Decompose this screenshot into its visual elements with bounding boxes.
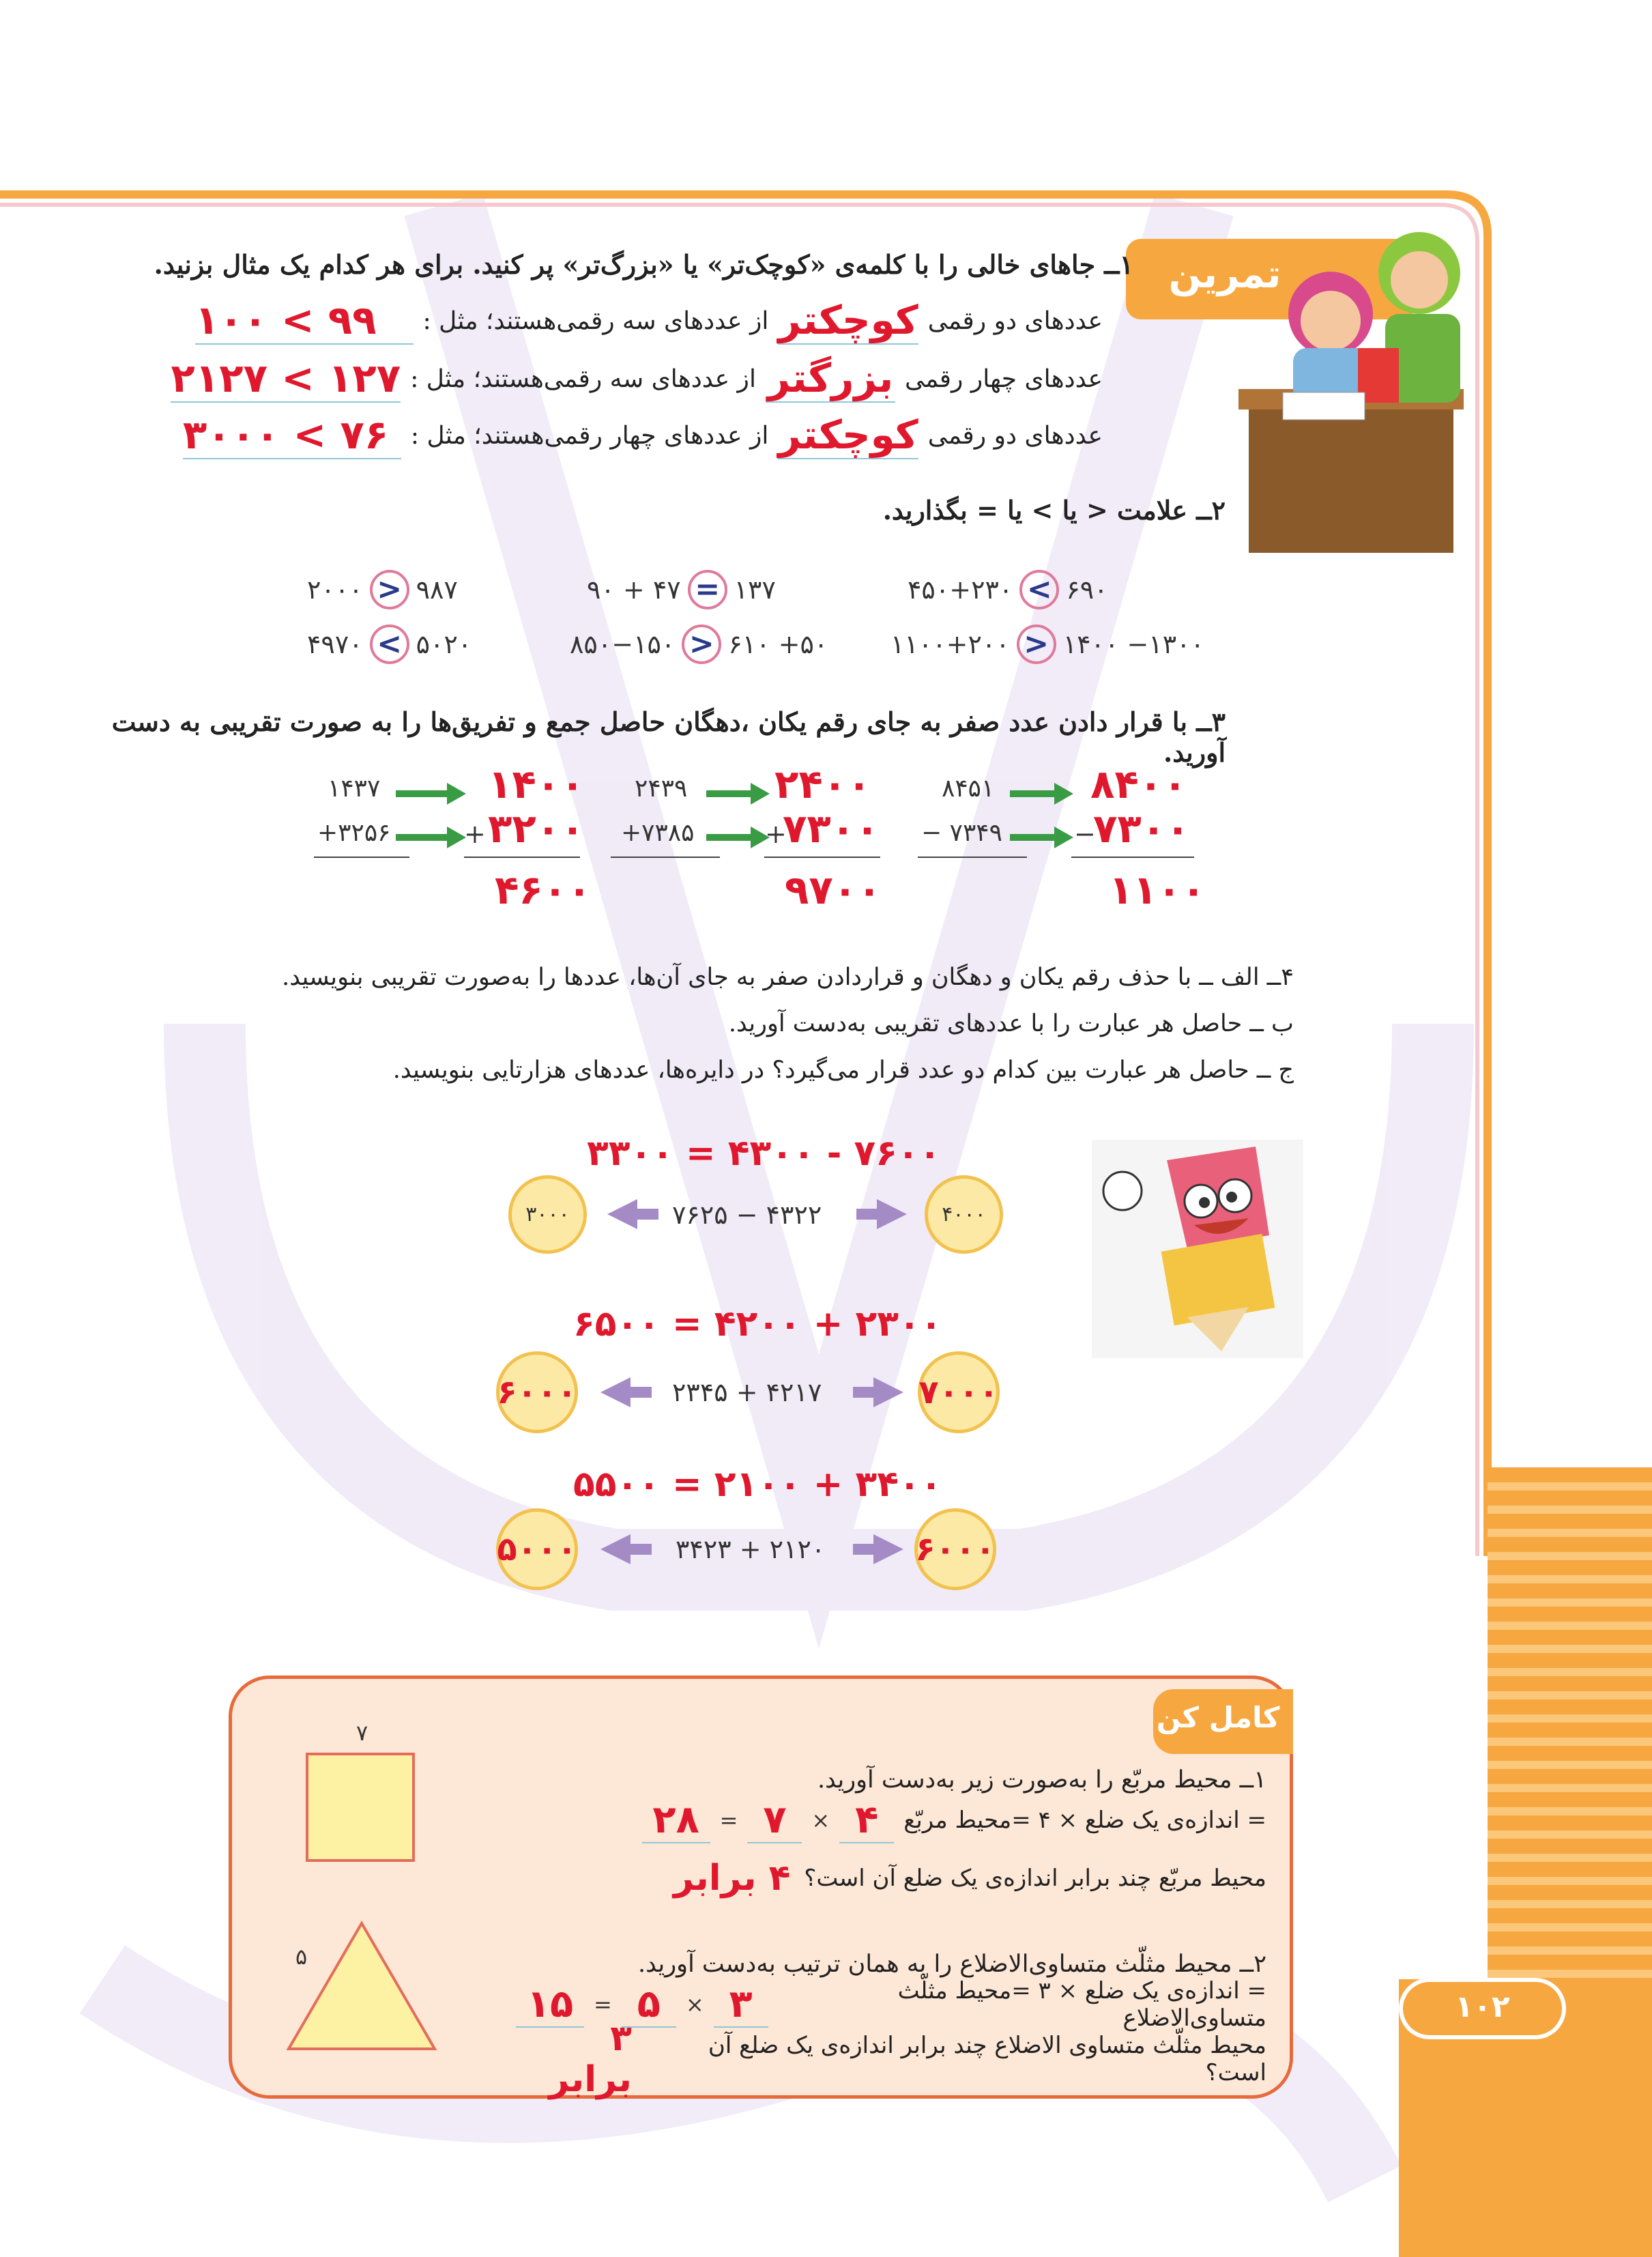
ex2-right: ۱۳۷ <box>734 575 776 605</box>
sum-line <box>314 857 409 858</box>
ex1-example[interactable]: ۳۰۰۰ < ۷۶ <box>183 412 401 459</box>
arrow-right-icon <box>873 1377 903 1407</box>
square-shape <box>306 1753 415 1862</box>
ex3-top-rounded[interactable]: ۲۴۰۰ <box>774 761 871 807</box>
ex1-answer-blank[interactable]: بزرگتر <box>766 355 895 403</box>
ex4-expression: ۳۴۲۳ + ۲۱۲۰ <box>676 1534 826 1564</box>
circle-value: ۵۰۰۰ <box>497 1530 577 1568</box>
exercise-title: تمرین <box>1168 253 1281 297</box>
ex3-prompt: ۳ــ با قرار دادن عدد صفر به جای رقم یکان ،دهگان حاصل جمع و تفریق‌ها را به صورت تقریبی به دست آورید. <box>111 706 1226 768</box>
arrow-shaft <box>635 1209 658 1220</box>
ex4-line-b: ب ــ حاصل هر عبارت را با عددهای تقریبی به‌دست آورید. <box>728 1010 1294 1037</box>
ex3-bottom: +۷۳۸۵ <box>621 819 695 847</box>
complete-q1-answer-a[interactable]: ۴ <box>839 1798 894 1843</box>
pencil-mascot-illustration <box>1092 1140 1303 1358</box>
complete-q2-prompt: ۲ــ محیط مثلّث متساوی‌الاضلاع را به همان ترتیب به‌دست آورید. <box>638 1951 1266 1978</box>
ex2-right: ۵۰۲۰ <box>416 629 472 659</box>
complete-q1-formula: = اندازه‌ی یک ضلع × ۴ =محیط مربّع <box>903 1807 1266 1834</box>
ex4-work[interactable]: ۳۴۰۰ + ۲۱۰۰ = ۵۵۰۰ <box>573 1464 942 1505</box>
green-arrow-head <box>751 783 770 805</box>
ex3-problem <box>908 761 1208 918</box>
ex1-row-1 <box>134 293 1103 348</box>
students-illustration <box>1228 225 1488 553</box>
complete-q1-question-line <box>584 1851 1266 1906</box>
sum-line <box>764 857 880 858</box>
ex2-sign[interactable]: < <box>370 624 409 664</box>
ex2-left: ۹۰ + ۴۷ <box>587 575 681 605</box>
ex2-left: ۱۱۰۰+۲۰۰ <box>890 629 1010 659</box>
ex2-prompt: ۲ــ علامت < یا > یا = بگذارید. <box>882 495 1226 526</box>
ex2-left: ۸۵۰−۱۵۰ <box>570 629 676 659</box>
circle-value: ۳۰۰۰ <box>525 1203 570 1226</box>
ex3-top: ۲۴۳۹ <box>635 775 688 803</box>
ex1-row-2 <box>134 351 1103 406</box>
complete-q1-answer-c[interactable]: ۲۸ <box>642 1798 710 1843</box>
green-arrow-head <box>1054 826 1073 848</box>
ex4-right-circle[interactable] <box>914 1508 996 1590</box>
green-arrow-head <box>447 783 466 805</box>
ex1-answer-blank[interactable]: کوچکتر <box>778 412 918 458</box>
green-arrow <box>706 790 754 797</box>
ex4-expression: ۷۶۲۵ − ۴۳۲۲ <box>672 1200 822 1230</box>
equals-sign: = <box>594 1992 612 2017</box>
ex3-result[interactable]: ۱۱۰۰ <box>1109 867 1206 913</box>
complete-q1-question: محیط مربّع چند برابر اندازه‌ی یک ضلع آن است؟ <box>804 1865 1266 1892</box>
ex3-problem <box>604 761 890 918</box>
complete-q1-prompt: ۱ــ محیط مربّع را به‌صورت زیر به‌دست آورید. <box>817 1766 1266 1794</box>
ex2-sign[interactable]: < <box>1019 570 1059 609</box>
ex1-row-3 <box>134 408 1103 463</box>
ex4-line-c: ج ــ حاصل هر عبارت بین کدام دو عدد قرار می‌گیرد؟ در دایره‌ها، عددهای هزارتایی بنویسید. <box>392 1056 1294 1084</box>
ex3-problem <box>307 761 594 918</box>
triangle-shape <box>283 1918 440 2054</box>
ex3-bottom: +۳۲۵۶ <box>317 819 391 847</box>
ex4-right-circle[interactable] <box>925 1175 1003 1254</box>
ex2-left: ۴۹۷۰ <box>307 629 363 659</box>
ex2-left: ۲۰۰۰ <box>307 575 363 605</box>
complete-q1-reply[interactable]: ۴ برابر <box>673 1858 791 1899</box>
complete-q2-answer-b[interactable]: ۵ <box>622 1982 676 2028</box>
green-arrow-head <box>447 826 466 848</box>
ex4-expression: ۲۳۴۵ + ۴۲۱۷ <box>672 1377 822 1407</box>
ex2-sign[interactable]: > <box>682 624 721 664</box>
ex2-item <box>307 624 472 664</box>
arrow-right-icon <box>873 1534 903 1564</box>
sum-line <box>464 857 580 858</box>
ex1-row-text-a: عددهای چهار رقمی <box>904 364 1103 393</box>
green-arrow <box>1010 834 1058 841</box>
complete-q2-formula: = اندازه‌ی یک ضلع × ۳ =محیط مثلّث متساوی‌الاضلاع <box>897 1977 1266 2032</box>
equals-sign: = <box>719 1807 738 1833</box>
ex3-result[interactable]: ۴۶۰۰ <box>495 867 592 913</box>
ex3-bottom-rounded[interactable]: ۳۲۰۰ <box>488 805 585 852</box>
ex2-right: ۶۱۰ +۵۰ <box>728 629 828 659</box>
ex1-row-text-b: از عددهای چهار رقمی‌هستند؛ مثل : <box>410 421 769 450</box>
ex2-item <box>570 624 828 664</box>
ex4-left-circle[interactable] <box>496 1508 578 1590</box>
ex3-top: ۸۴۵۱ <box>942 775 995 803</box>
times-sign: × <box>811 1807 830 1833</box>
ex3-bottom-rounded[interactable]: ۷۳۰۰ <box>1093 805 1190 852</box>
ex2-left: ۴۵۰+۲۳۰ <box>908 575 1013 605</box>
ex2-item <box>890 624 1204 664</box>
complete-q1-answer-b[interactable]: ۷ <box>747 1798 802 1843</box>
times-sign: × <box>685 1992 704 2017</box>
green-arrow-head <box>1054 783 1073 805</box>
ex1-prompt: ۱ــ جاهای خالی را با کلمه‌ی «کوچک‌تر» یا «بزرگ‌تر» پر کنید. برای هر کدام یک مثال بزنید. <box>154 249 1133 280</box>
ex2-item <box>587 570 776 609</box>
ex3-bottom-rounded[interactable]: ۷۳۰۰ <box>783 805 880 852</box>
ex3-top: ۱۴۳۷ <box>328 775 381 803</box>
ex1-row-text-b: از عددهای سه رقمی‌هستند؛ مثل : <box>422 306 769 335</box>
ex4-work[interactable]: ۲۳۰۰ + ۴۲۰۰ = ۶۵۰۰ <box>573 1304 942 1345</box>
ex4-left-circle[interactable] <box>496 1351 578 1433</box>
complete-q1-line <box>584 1796 1266 1844</box>
sum-line <box>611 857 720 858</box>
ex1-example[interactable]: ۲۱۲۷ < ۱۲۷ <box>171 355 401 401</box>
ex2-sign[interactable]: > <box>1017 624 1056 664</box>
ex4-right-circle[interactable] <box>918 1351 1000 1433</box>
complete-q2-question-line <box>516 2018 1266 2100</box>
sum-line <box>1071 857 1194 858</box>
ex2-sign[interactable]: = <box>688 570 727 609</box>
complete-q2-answer-a[interactable]: ۳ <box>714 1982 768 2028</box>
circle-value: ۷۰۰۰ <box>918 1373 999 1411</box>
ex2-right: ۹۸۷ <box>416 575 458 605</box>
arrow-left-icon <box>600 1534 631 1564</box>
square-side-label: ۷ <box>356 1720 368 1746</box>
ex1-row-text-a: عددهای دو رقمی <box>927 306 1103 335</box>
triangle-side-label: ۵ <box>295 1944 308 1970</box>
green-arrow <box>706 834 754 841</box>
arrow-left-icon <box>607 1199 637 1229</box>
ex1-row-text-a: عددهای دو رقمی <box>927 421 1103 450</box>
complete-q2-answer-c[interactable]: ۱۵ <box>516 1982 584 2028</box>
green-arrow <box>396 790 450 797</box>
ex3-result[interactable]: ۹۷۰۰ <box>785 867 882 913</box>
circle-value: ۶۰۰۰ <box>497 1373 577 1411</box>
complete-title: کامل کن <box>1156 1701 1280 1734</box>
arrow-shaft <box>628 1387 652 1398</box>
ex4-line-a: ۴ــ الف ــ با حذف رقم یکان و دهگان و قراردادن صفر به جای آن‌ها، عددها را به‌صورت تقریبی بنویسید. <box>282 964 1294 991</box>
arrow-shaft <box>628 1544 652 1555</box>
ex3-op: − <box>1074 819 1096 849</box>
sum-line <box>918 857 1027 858</box>
green-arrow <box>396 834 450 841</box>
ex3-top-rounded[interactable]: ۸۴۰۰ <box>1090 761 1187 807</box>
arrow-right-icon <box>877 1199 907 1229</box>
ex3-op: + <box>464 819 486 849</box>
ex2-right: ۶۹۰ <box>1066 575 1108 605</box>
ex3-bottom: − ۷۳۴۹ <box>921 819 1002 847</box>
complete-q2-question: محیط مثلّث متساوی الاضلاع چند برابر اندازه‌ی یک ضلع آن است؟ <box>708 2032 1266 2086</box>
arrow-left-icon <box>600 1377 631 1407</box>
ex1-answer-blank[interactable]: کوچکتر <box>778 297 918 343</box>
page-number: ۱۰۲ <box>1455 1989 1510 2024</box>
ex4-left-circle[interactable] <box>508 1175 587 1254</box>
complete-q2-reply[interactable]: ۳ برابر <box>549 2018 632 2100</box>
ex2-sign[interactable]: > <box>370 570 409 609</box>
ex4-work[interactable]: ۷۶۰۰ - ۴۳۰۰ = ۳۳۰۰ <box>587 1133 941 1174</box>
ex3-top-rounded[interactable]: ۱۴۰۰ <box>488 761 585 807</box>
green-arrow <box>1010 790 1058 797</box>
ex2-item <box>307 570 458 609</box>
ex3-op: + <box>765 819 787 849</box>
circle-value: ۶۰۰۰ <box>915 1530 996 1568</box>
ex2-right: ۱۴۰۰ −۱۳۰۰ <box>1062 629 1204 659</box>
circle-value: ۴۰۰۰ <box>942 1203 986 1226</box>
ex1-example[interactable]: ۱۰۰ < ۹۹ <box>195 297 414 345</box>
ex1-row-text-b: از عددهای سه رقمی‌هستند؛ مثل : <box>410 364 756 393</box>
ex2-item <box>908 570 1108 609</box>
